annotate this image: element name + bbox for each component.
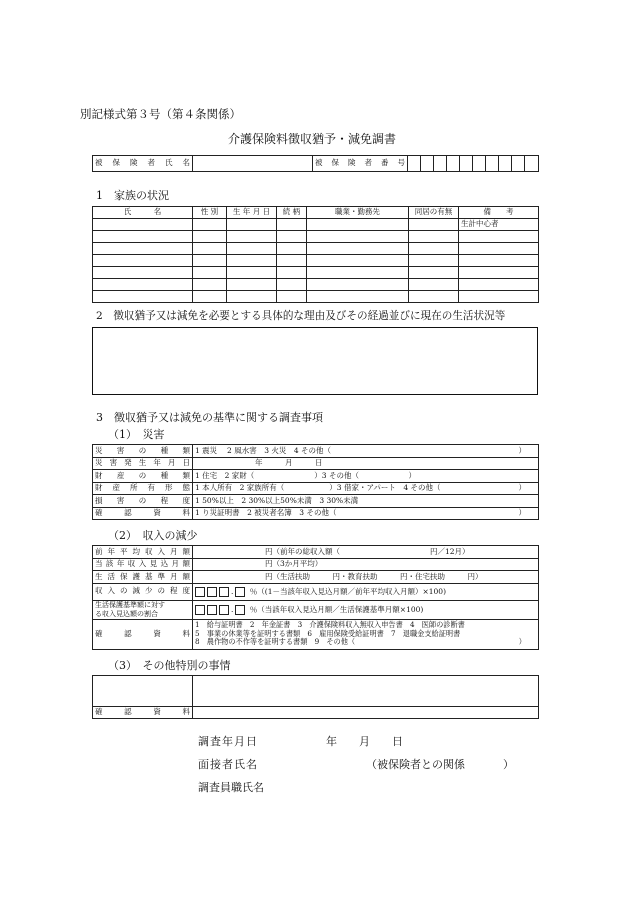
cell[interactable] xyxy=(409,231,459,243)
table-row xyxy=(93,255,539,267)
disaster-type-label: 災害の種類 xyxy=(93,445,193,458)
cell[interactable] xyxy=(227,255,277,267)
col-birthdate: 生 年 月 日 xyxy=(227,207,277,219)
table-row xyxy=(93,470,539,483)
table-row xyxy=(93,571,539,584)
current-income-label: 当該年収入見込月額 xyxy=(93,558,193,571)
table-row xyxy=(93,546,539,559)
property-type-value[interactable]: 1 住宅 2 家財（ ）3 その他（ ） xyxy=(193,470,539,483)
section-3-heading: 3 徴収猶予又は減免の基準に関する調査事項 xyxy=(96,411,323,424)
table-row xyxy=(93,279,539,291)
cell[interactable] xyxy=(193,255,227,267)
disaster-confirm-label: 確認資料 xyxy=(93,507,193,520)
survey-date-value[interactable]: 年 月 日 xyxy=(326,735,403,748)
welfare-standard-label: 生活保護基準月額 xyxy=(93,571,193,584)
other-confirm-value[interactable] xyxy=(193,707,539,719)
damage-value[interactable]: 1 50%以上 2 30%以上50%未満 3 30%未満 xyxy=(193,495,539,508)
other-table xyxy=(92,675,539,719)
other-heading: （3） その他特別の事情 xyxy=(108,659,231,672)
cell[interactable] xyxy=(307,291,409,303)
cell[interactable] xyxy=(459,279,539,291)
cell[interactable] xyxy=(307,255,409,267)
cell[interactable] xyxy=(277,243,307,255)
survey-date-label: 調査年月日 xyxy=(198,735,258,748)
prev-income-value[interactable]: 円（前年の総収入額（ 円／12月） xyxy=(193,546,539,559)
cell[interactable] xyxy=(227,231,277,243)
insured-number-digit[interactable] xyxy=(447,156,460,172)
cell[interactable] xyxy=(409,243,459,255)
cell[interactable] xyxy=(277,267,307,279)
table-row xyxy=(93,231,539,243)
disaster-heading: （1） 災害 xyxy=(108,428,165,441)
other-label-cell xyxy=(93,676,193,707)
cell[interactable] xyxy=(227,219,277,231)
cell[interactable] xyxy=(459,267,539,279)
table-row xyxy=(93,558,539,571)
table-row xyxy=(93,482,539,495)
ratio-label-line: る収入見込額の割合 xyxy=(95,609,158,618)
table-row xyxy=(93,219,539,231)
insured-number-digit[interactable] xyxy=(434,156,447,172)
income-table xyxy=(92,545,539,650)
insured-name-label: 被保険者氏名 xyxy=(93,156,193,172)
disaster-type-value[interactable]: 1 震災 2 風水害 3 火災 4 その他（ ） xyxy=(193,445,539,458)
ratio-label-line: 生活保護基準額に対す xyxy=(95,601,165,610)
insured-number-digit[interactable] xyxy=(525,156,539,172)
relation-label[interactable]: （被保険者との関係 ） xyxy=(366,758,514,771)
col-sex: 性 別 xyxy=(193,207,227,219)
property-type-label: 財産の種類 xyxy=(93,470,193,483)
col-occupation: 職業・勤務先 xyxy=(307,207,409,219)
cell[interactable] xyxy=(193,231,227,243)
ratio-label xyxy=(93,600,193,619)
cell[interactable] xyxy=(459,291,539,303)
income-heading: （2） 収入の減少 xyxy=(108,529,198,542)
cell[interactable] xyxy=(409,219,459,231)
table-row xyxy=(93,457,539,470)
cell[interactable] xyxy=(93,255,193,267)
table-row xyxy=(93,243,539,255)
staff-label: 調査員職氏名 xyxy=(198,781,264,794)
cell[interactable] xyxy=(307,279,409,291)
table-row xyxy=(93,583,539,600)
cell[interactable] xyxy=(193,243,227,255)
ownership-label: 財産所有形態 xyxy=(93,482,193,495)
table-row xyxy=(93,291,539,303)
form-title: 介護保険料徴収猶予・減免調書 xyxy=(228,132,397,146)
cell[interactable] xyxy=(93,219,193,231)
cell[interactable] xyxy=(459,255,539,267)
table-row xyxy=(93,619,539,649)
welfare-standard-value[interactable]: 円（生活扶助 円・教育扶助 円・住宅扶助 円） xyxy=(193,571,539,584)
section-1-heading: 1 家族の状況 xyxy=(96,189,169,202)
income-confirm-value[interactable] xyxy=(193,619,539,649)
interviewee-label: 面接者氏名 xyxy=(198,758,258,771)
table-row xyxy=(93,495,539,508)
cell[interactable] xyxy=(307,267,409,279)
insured-number-digit[interactable] xyxy=(421,156,434,172)
disaster-date-value[interactable]: 年 月 日 xyxy=(193,457,539,470)
table-row xyxy=(93,445,539,458)
confirm-line: 1 給与証明書 2 年金証書 3 介護保険料収入無収入申告書 4 医師の診断書 xyxy=(195,620,465,630)
cell[interactable] xyxy=(459,231,539,243)
insured-number-label: 被保険者番号 xyxy=(313,156,408,172)
col-name: 氏 名 xyxy=(93,207,193,219)
col-relation: 続 柄 xyxy=(277,207,307,219)
cell[interactable] xyxy=(93,243,193,255)
other-confirm-label: 確認資料 xyxy=(93,707,193,719)
col-cohabit: 同居の有無 xyxy=(409,207,459,219)
cell[interactable] xyxy=(307,219,409,231)
table-row xyxy=(93,507,539,520)
reduction-value[interactable]: . ％（(1－当該年収入見込月額／前年平均収入月額）×100) xyxy=(193,583,539,600)
disaster-date-label: 災害発生年月日 xyxy=(93,457,193,470)
section-2-heading: 2 徴収猶予又は減免を必要とする具体的な理由及びその経過並びに現在の生活状況等 xyxy=(96,310,506,322)
prev-income-label: 前年平均収入月額 xyxy=(93,546,193,559)
cell[interactable] xyxy=(227,267,277,279)
table-row xyxy=(93,707,539,719)
insured-number-digit[interactable] xyxy=(408,156,421,172)
cell[interactable] xyxy=(193,219,227,231)
insured-name-cell[interactable] xyxy=(193,156,313,172)
reduction-label: 収入の減少の程度 xyxy=(93,583,193,600)
cell[interactable] xyxy=(193,279,227,291)
cell[interactable] xyxy=(277,231,307,243)
cell[interactable] xyxy=(409,279,459,291)
disaster-table xyxy=(92,444,539,520)
remarks-note: 生計中心者 xyxy=(459,219,539,231)
confirm-line: 8 農作物の不作等を証明する書類 9 その他（ ） xyxy=(195,637,526,647)
family-table xyxy=(92,206,539,303)
cell[interactable] xyxy=(93,291,193,303)
cell[interactable] xyxy=(277,279,307,291)
insured-number-digit[interactable] xyxy=(486,156,499,172)
cell[interactable] xyxy=(193,267,227,279)
current-income-value[interactable]: 円（3か月平均） xyxy=(193,558,539,571)
ownership-value[interactable]: 1 本人所有 2 家族所有（ ）3 借家・アパート 4 その他（ ） xyxy=(193,482,539,495)
ratio-value[interactable]: . ％（当該年収入見込月額／生活保護基準月額×100) xyxy=(193,600,539,619)
cell[interactable] xyxy=(277,255,307,267)
table-row xyxy=(93,600,539,619)
disaster-confirm-value[interactable]: 1 り災証明書 2 被災者名簿 3 その他（ ） xyxy=(193,507,539,520)
table-row xyxy=(93,267,539,279)
other-details-cell[interactable] xyxy=(193,676,539,707)
table-row xyxy=(93,676,539,707)
reason-box[interactable] xyxy=(92,327,538,395)
form-reference: 別記様式第３号（第４条関係） xyxy=(80,107,241,121)
cell[interactable] xyxy=(307,231,409,243)
cell[interactable] xyxy=(459,243,539,255)
col-remarks: 備 考 xyxy=(459,207,539,219)
cell[interactable] xyxy=(227,243,277,255)
cell[interactable] xyxy=(409,255,459,267)
damage-label: 損害の程度 xyxy=(93,495,193,508)
insured-number-digit[interactable] xyxy=(512,156,525,172)
income-confirm-label: 確認資料 xyxy=(93,619,193,649)
cell[interactable] xyxy=(409,291,459,303)
cell[interactable] xyxy=(193,291,227,303)
insured-number-digit[interactable] xyxy=(499,156,512,172)
cell[interactable] xyxy=(93,231,193,243)
confirm-line: 5 事業の休業等を証明する書類 6 雇用保険受給証明書 7 退職金支給証明書 xyxy=(195,628,461,638)
cell[interactable] xyxy=(227,291,277,303)
cell[interactable] xyxy=(307,243,409,255)
cell[interactable] xyxy=(93,267,193,279)
cell[interactable] xyxy=(227,279,277,291)
cell[interactable] xyxy=(277,291,307,303)
cell[interactable] xyxy=(409,267,459,279)
cell[interactable] xyxy=(277,219,307,231)
insured-table xyxy=(92,155,539,172)
insured-number-digit[interactable] xyxy=(460,156,473,172)
insured-number-digit[interactable] xyxy=(473,156,486,172)
cell[interactable] xyxy=(93,279,193,291)
